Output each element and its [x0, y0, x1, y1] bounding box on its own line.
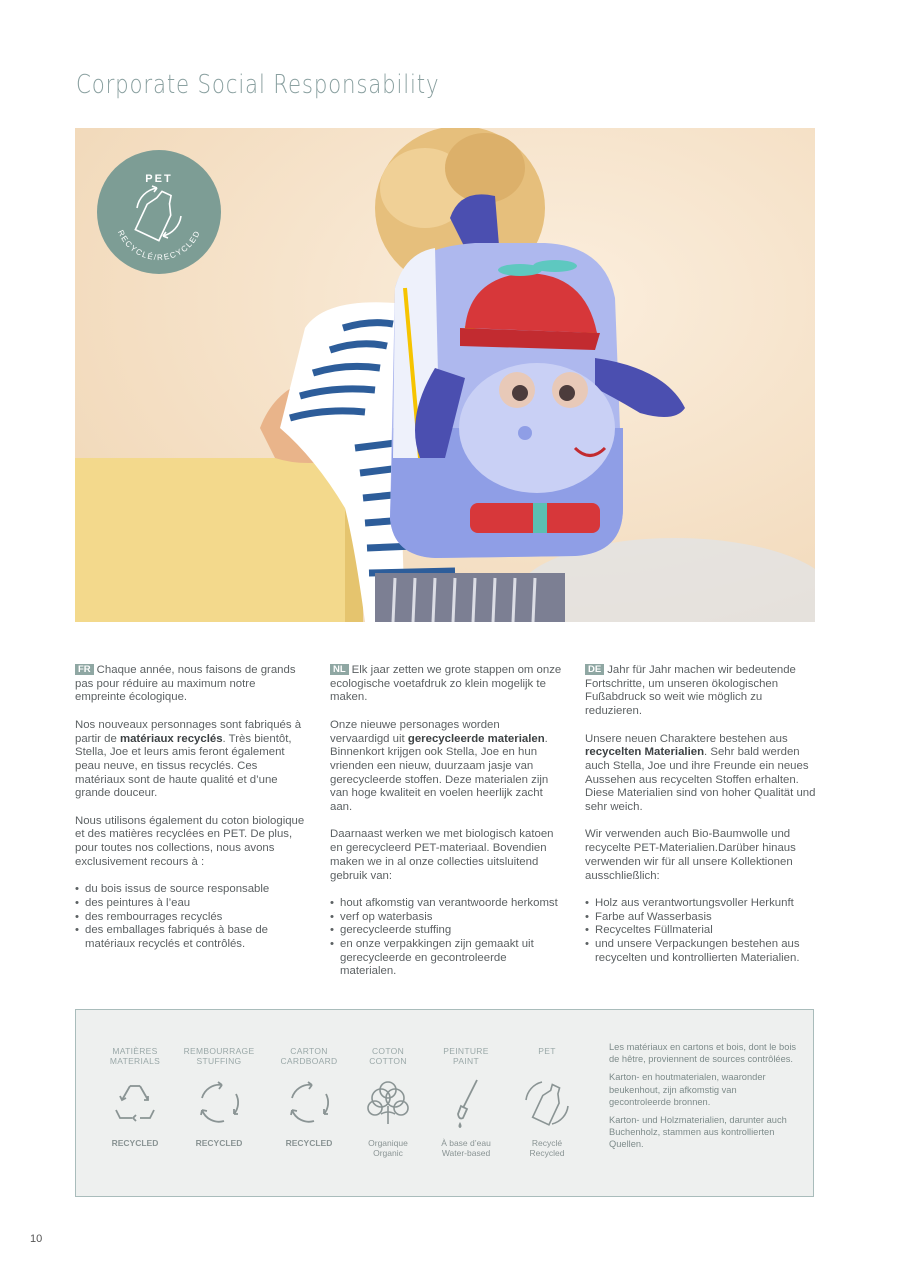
nl-p2-start: Onze nieuwe personages worden vervaardigd uit — [330, 718, 500, 745]
material-foot-en: Water-based — [441, 1148, 491, 1158]
material-recycled-cardboard — [268, 1046, 350, 1148]
material-foot: Organique — [368, 1138, 408, 1148]
sourcing-note-nl: Karton- en houtmaterialen, waaronder beukenhout, zijn afkomstig van gecontroleerde bronnen. — [609, 1072, 766, 1107]
recycle-circle-icon — [282, 1076, 336, 1130]
list-item: • des peintures à l’eau — [75, 897, 307, 911]
de-p2-start: Unsere neuen Charaktere bestehen aus — [585, 732, 788, 745]
material-head: COTON — [371, 1046, 405, 1056]
pet-bottle-recycle-icon — [520, 1076, 574, 1130]
nl-bullet-list — [330, 897, 562, 979]
list-item: • des rembourrages recyclés — [75, 911, 307, 925]
list-item: • gerecycleerde stuffing — [330, 924, 562, 938]
de-p2-bold: recycelten Materialien — [585, 746, 705, 759]
fr-p2-start: Nos nouveaux personnages sont fabriqués à partir de — [75, 718, 302, 745]
material-head-en: MATERIALS — [109, 1056, 161, 1066]
material-recycled-materials — [94, 1046, 176, 1148]
material-foot-en: Organic — [373, 1148, 403, 1158]
list-item: • verf op waterbasis — [330, 911, 562, 925]
sourcing-note — [609, 1041, 799, 1157]
material-head: PEINTURE — [443, 1046, 489, 1056]
material-head-en: COTTON — [369, 1056, 407, 1066]
nl-intro: Elk jaar zetten we grote stappen om onze ecologische voetafdruk zo klein mogelijk te maken. — [330, 664, 562, 704]
fr-bullet-list — [75, 883, 307, 952]
lang-tag-fr: FR — [75, 664, 94, 675]
hero-photo — [75, 128, 815, 622]
material-head: REMBOURRAGE — [183, 1046, 255, 1056]
list-item: • hout afkomstig van verantwoorde herkomst — [330, 897, 562, 911]
list-item: • Recyceltes Füllmaterial — [585, 924, 817, 938]
paintbrush-icon — [439, 1076, 493, 1130]
badge-arc-text: RECYCLÉ/RECYCLED — [115, 228, 203, 263]
cotton-flower-icon — [361, 1076, 415, 1130]
fr-p2-bold: matériaux recyclés — [119, 732, 223, 745]
material-foot: RECYCLED — [111, 1138, 159, 1148]
fr-p2-end: . Très bientôt, Stella, Joe et leurs amis feront également peau neuve, en tissus recyclés. Ces matériaux sont de haute qualité et d’une grande douceur. — [75, 732, 292, 800]
list-item: • du bois issus de source responsable — [75, 883, 307, 897]
lang-tag-de: DE — [585, 664, 604, 675]
material-head-en: CARDBOARD — [280, 1056, 338, 1066]
material-organic-cotton — [347, 1046, 429, 1158]
page-title: Corporate Social Responsability — [76, 70, 440, 100]
pet-recycled-badge — [97, 150, 221, 274]
sourcing-note-fr: Les matériaux en cartons et bois, dont le bois de hêtre, proviennent de sources contrôlées. — [609, 1042, 797, 1065]
recycle-circle-icon — [192, 1076, 246, 1130]
list-item: • des emballages fabriqués à base de matériaux recyclés et contrôlés. — [75, 924, 307, 951]
material-head: PET — [538, 1046, 556, 1056]
french-column — [75, 664, 307, 952]
text-columns — [75, 664, 815, 994]
de-p2-end: . Sehr bald werden auch Stella, Joe und ihre Freunde ein neues Aussehen aus recycelten Stoffen erhalten. Diese Materialien sind von hoher Qualität und sehr weich. — [585, 746, 816, 814]
material-head-en: STUFFING — [196, 1056, 242, 1066]
fr-p3: Nous utilisons également du coton biologique et des matières recyclées en PET. De plus, pour toutes nos collections, nous avons exclusivement recours à : — [75, 814, 305, 868]
german-column — [585, 664, 817, 965]
material-head: MATIÈRES — [112, 1046, 158, 1056]
nl-p2-bold: gerecycleerde materialen — [407, 732, 545, 745]
nl-p3: Daarnaast werken we met biologisch katoen en gerecycleerd PET-materiaal. Bovendien maken we in al onze collecties uitsluitend gebruik van: — [330, 828, 554, 882]
list-item: • Holz aus verantwortungsvoller Herkunft — [585, 897, 817, 911]
de-p3: Wir verwenden auch Bio-Baumwolle und recycelte PET-Materialien.Darüber hinaus verwenden wir für all unsere Kollektionen ausschließlich: — [585, 828, 796, 882]
fr-intro: Chaque année, nous faisons de grands pas pour réduire au maximum notre empreinte écologique. — [75, 664, 296, 704]
page-number: 10 — [30, 1233, 43, 1245]
material-foot: RECYCLED — [195, 1138, 243, 1148]
nl-p2-end: . Binnenkort krijgen ook Stella, Joe en hun vrienden een nieuw, duurzaam jasje van gerecycleerde stoffen. Deze materialen zijn van hoge kwaliteit en voelen heerlijk zacht aan. — [330, 732, 549, 814]
badge-top-text: PET — [145, 173, 173, 185]
material-recycled-pet — [506, 1046, 588, 1158]
material-foot: Recyclé — [531, 1138, 563, 1148]
material-foot: RECYCLED — [285, 1138, 333, 1148]
material-head-en: PAINT — [453, 1056, 479, 1066]
list-item: • Farbe auf Wasserbasis — [585, 911, 817, 925]
materials-box — [75, 1009, 814, 1197]
dutch-column — [330, 664, 562, 979]
material-water-based-paint — [425, 1046, 507, 1158]
sourcing-note-de: Karton- und Holzmaterialien, darunter auch Buchenholz, stammen aus kontrollierten Quellen. — [609, 1115, 787, 1150]
lang-tag-nl: NL — [330, 664, 349, 675]
material-foot: À base d’eau — [441, 1138, 491, 1148]
material-foot-en: Recycled — [529, 1148, 565, 1158]
material-recycled-stuffing — [178, 1046, 260, 1148]
de-intro: Jahr für Jahr machen wir bedeutende Fortschritte, um unseren ökologischen Fußabdruck so weit wie möglich zu reduzieren. — [585, 664, 796, 718]
recycle-triangle-icon — [108, 1076, 162, 1130]
list-item: • und unsere Verpackungen bestehen aus recycelten und kontrollierten Materialien. — [585, 938, 817, 965]
material-head: CARTON — [290, 1046, 328, 1056]
de-bullet-list — [585, 897, 817, 966]
list-item: • en onze verpakkingen zijn gemaakt uit gerecycleerde en gecontroleerde materialen. — [330, 938, 562, 979]
